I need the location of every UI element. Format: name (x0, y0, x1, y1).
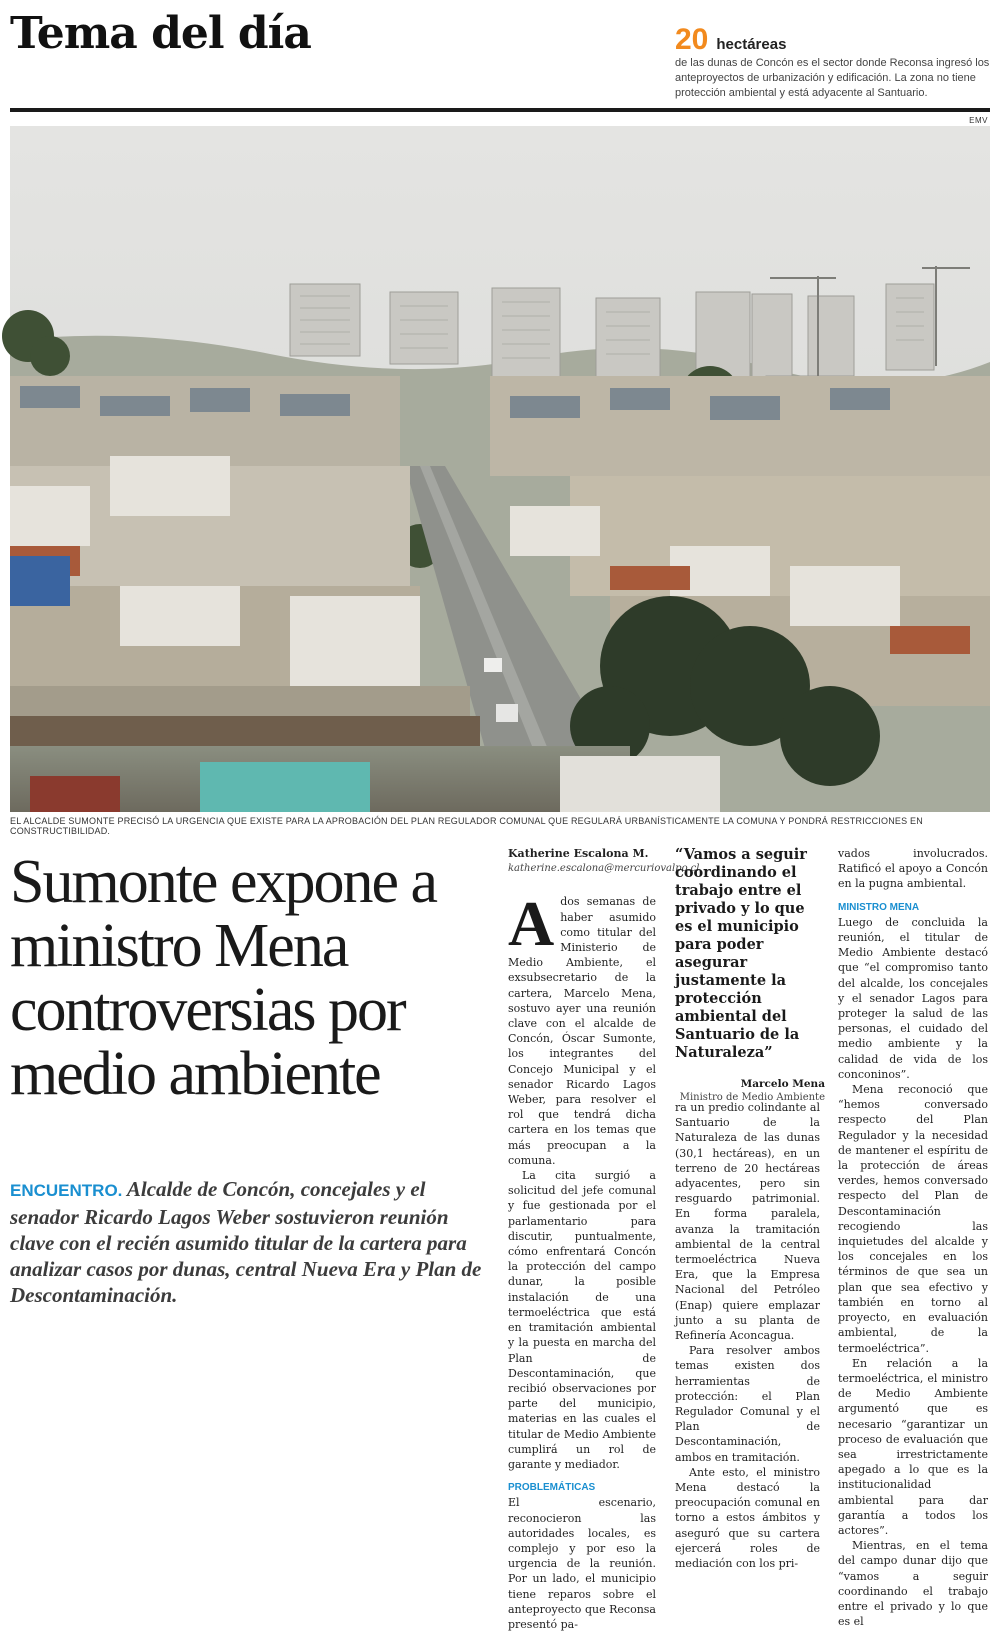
article-column-2 (675, 1100, 820, 1571)
article-paragraph (508, 888, 656, 1168)
fact-row (675, 24, 993, 56)
article-lead (10, 1176, 495, 1308)
article-paragraph: Mena reconoció que “hemos conversado respecto del Plan Regulador y la necesidad de mantener el espíritu de la protección de áreas verdes, hemos conversado respecto del Plan de Descontaminación recogiendo las inquietudes del alcalde y los concejales en los términos de que sea un plan que sea efectivo y también en torno al proyecto, en evaluación ambiental, de la termoeléctrica”. (838, 1083, 988, 1355)
main-photo (10, 126, 990, 812)
pull-quote-text: “Vamos a seguir coordinando el trabajo entre el privado y lo que es el municipio para poder asegurar justamente la protección ambiental del Santuario de la Naturaleza” (675, 846, 807, 1061)
pull-quote-role: Ministro de Medio Ambiente (679, 1092, 825, 1103)
section-title: Tema del día (10, 8, 311, 59)
article-paragraph: ra un predio colindante al Santuario de la Naturaleza de las dunas (30,1 hectáreas), en un terreno de 20 hectáreas adyacentes, pero sin resguardo patrimonial. En forma paralela, avanza la tramitación ambiental de la central termoeléctrica Nueva Era, que la Empresa Nacional del Petróleo (Enap) quiere emplazar junto a su planta de Refinería Aconcagua. (675, 1101, 820, 1343)
article-paragraph: Para resolver ambos temas existen dos herramientas de protección: el Plan Regulador Comunal y el Plan de Descontaminación, ambos en tramitación. (675, 1344, 820, 1464)
paragraph-text: dos semanas de haber asumido como titular del Ministerio de Medio Ambiente, el exsubsecretario de la cartera, Marcelo Mena, sostuvo ayer una reunión clave con el alcalde de Concón, Óscar Sumonte, los integrantes del Concejo Municipal y el senador Ricardo Lagos Weber, para resolver el rol que tendrá dicha cartera en los temas que más preocupan a la comuna. (508, 895, 656, 1167)
article-paragraph: En relación a la termoeléctrica, el ministro de Medio Ambiente argumentó que es necesario “garantizar un proceso de evaluación que sea irrestrictamente apegado a lo que es la institucionalidad ambiental para dar garantía a todos los actores”. (838, 1356, 988, 1537)
lead-kicker: ENCUENTRO. (10, 1181, 123, 1200)
pull-quote (675, 846, 825, 1103)
article-column-3 (838, 846, 988, 1629)
byline-email[interactable]: katherine.escalona@mercuriovalpo.cl (508, 863, 700, 875)
article-paragraph: vados involucrados. Ratificó el apoyo a Concón en la pugna ambiental. (838, 847, 988, 891)
article-headline: Sumonte expone a ministro Mena controversias por medio ambiente (10, 848, 437, 1108)
article-paragraph: Ante esto, el ministro Mena destacó la preocupación comunal en torno a estos ámbitos y aseguró que su cartera ejercerá roles de mediación con los pri- (675, 1465, 820, 1571)
photo-credit: EMV (969, 116, 988, 125)
article-paragraph: La cita surgió a solicitud del jefe comunal y fue gestionada por el parlamentario para discutir, puntualmente, cómo enfrentará Concón la protección del campo dunar, la posible instalación de una termoeléctrica que está en tramitación ambiental y la puesta en marcha del Plan de Descontaminación, que recibió observaciones por parte del municipio, materias en las cuales el titular de Medio Ambiente cumplirá un rol de garante y mediador. (508, 1169, 656, 1471)
pull-quote-author: Marcelo Mena (740, 1078, 825, 1090)
lead-text: Alcalde de Concón, concejales y el senador Ricardo Lagos Weber sostuvieron reunión clave con el recién asumido titular de la cartera para analizar casos por dunas, central Nueva Era y Plan de Descontaminación. (10, 1177, 482, 1307)
article-paragraph: Mientras, en el tema del campo dunar dijo que “vamos a seguir coordinando el trabajo entre el privado y lo que es el (838, 1539, 988, 1629)
subhead-problematicas: PROBLEMÁTICAS (508, 1482, 596, 1494)
article-column-1 (508, 846, 700, 1632)
dropcap: A (508, 888, 555, 960)
factbox (675, 24, 993, 101)
photo-caption: EL ALCALDE SUMONTE PRECISÓ LA URGENCIA QUE EXISTE PARA LA APROBACIÓN DEL PLAN REGULADOR COMUNAL QUE REGULARÁ URBANÍSTICAMENTE LA COMUNA Y PONDRÁ RESTRICCIONES EN CONSTRUCTIBILIDAD. (10, 816, 923, 836)
fact-number: 20 (675, 23, 709, 56)
subhead-ministro-mena: MINISTRO MENA (838, 901, 920, 913)
header-rule (10, 108, 990, 112)
fact-unit: hectáreas (716, 36, 787, 53)
fact-text: de las dunas de Concón es el sector donde Reconsa ingresó los anteproyectos de urbanización y edificación. La zona no tiene protección ambiental y está adyacente al Santuario. (675, 57, 990, 99)
cityscape-illustration (10, 126, 990, 812)
article-paragraph: Luego de concluida la reunión, el titular de Medio Ambiente destacó que “el compromiso tanto del alcalde, los concejales y el senador Lagos para proteger la salud de las personas, el cuidado del medio ambiente y la calidad de vida de los conconinos”. (838, 915, 988, 1081)
article-paragraph: El escenario, reconocieron las autoridades locales, es complejo y por eso la urgencia de la reunión. Por un lado, el municipio tiene reparos sobre el anteproyecto que Reconsa presentó pa- (508, 1496, 656, 1631)
byline: Katherine Escalona M. (508, 847, 649, 860)
